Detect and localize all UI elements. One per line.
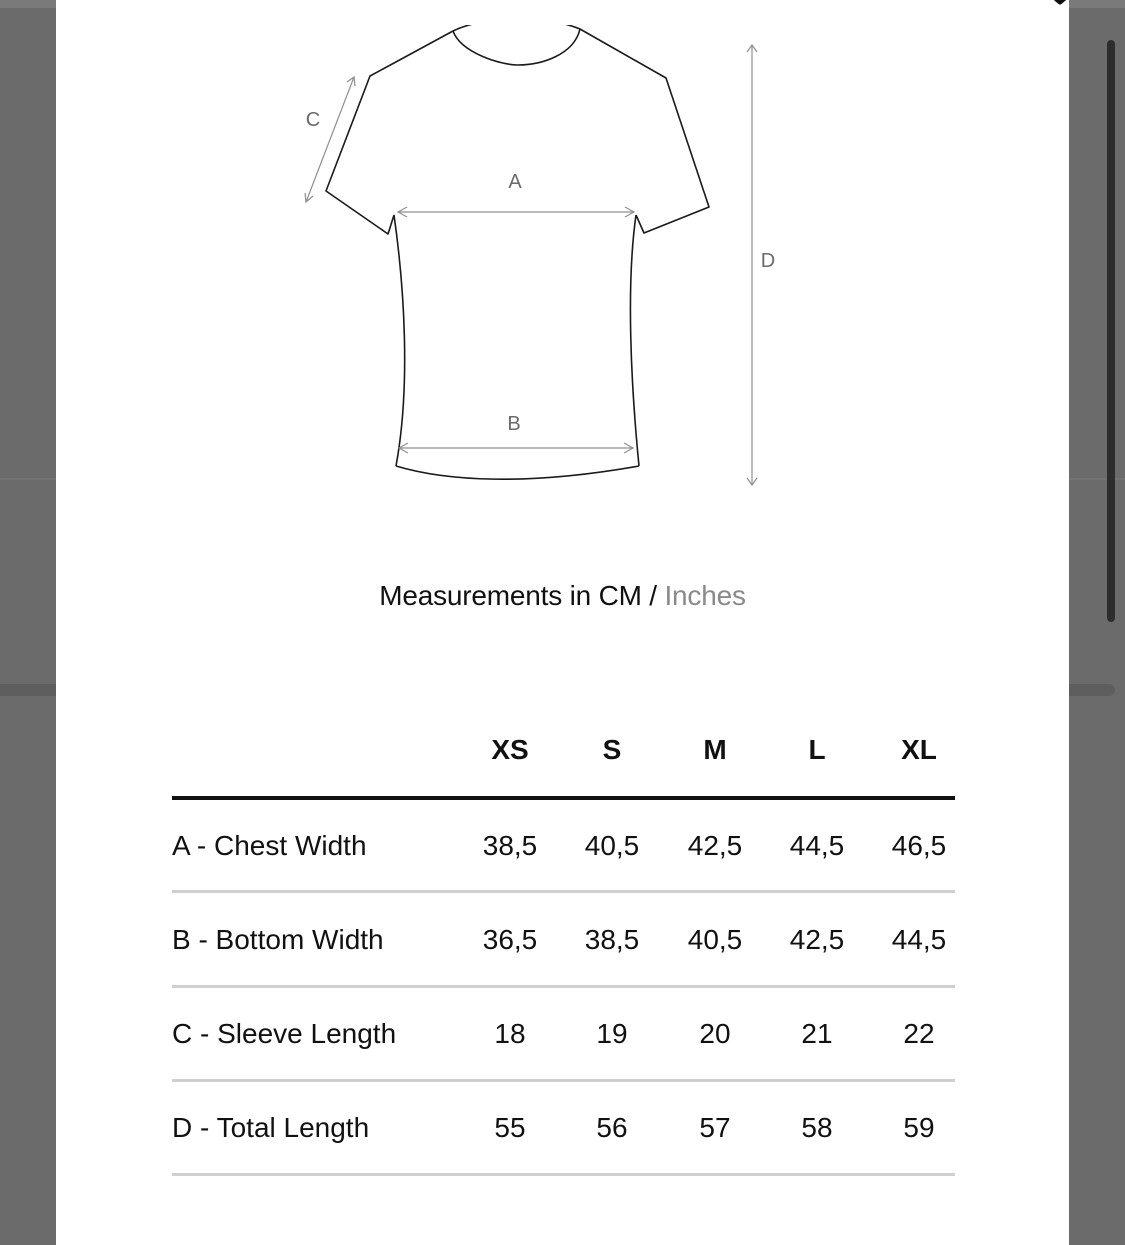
table-cell: 44,5 xyxy=(891,924,947,955)
label-a: A xyxy=(508,171,522,193)
table-header-divider xyxy=(172,796,955,800)
table-cell: 42,5 xyxy=(687,830,743,861)
table-cell: 57 xyxy=(699,1112,731,1143)
row-divider xyxy=(172,1173,955,1176)
measure-guides xyxy=(305,45,757,485)
label-c: C xyxy=(305,109,321,131)
table-cell: 38,5 xyxy=(482,830,538,861)
table-cell: 21 xyxy=(801,1018,833,1049)
table-cell: 56 xyxy=(596,1112,628,1143)
unit-cm-option[interactable]: Measurements in CM xyxy=(379,580,642,611)
table-cell: 58 xyxy=(801,1112,833,1143)
table-cell: 22 xyxy=(903,1018,935,1049)
close-icon xyxy=(1038,0,1082,18)
close-button[interactable] xyxy=(1038,0,1082,18)
table-cell: 36,5 xyxy=(482,924,538,955)
size-header-s: S xyxy=(602,734,622,765)
row-label-total-length: D - Total Length xyxy=(172,1112,370,1143)
table-cell: 19 xyxy=(596,1018,628,1049)
unit-toggle xyxy=(56,580,1069,612)
table-cell: 59 xyxy=(903,1112,935,1143)
table-cell: 44,5 xyxy=(789,830,845,861)
table-cell: 42,5 xyxy=(789,924,845,955)
row-divider xyxy=(172,985,955,988)
size-header-m: M xyxy=(703,734,727,765)
table-cell: 55 xyxy=(494,1112,526,1143)
backdrop-band xyxy=(0,684,56,696)
table-cell: 38,5 xyxy=(584,924,640,955)
row-label-sleeve-length: C - Sleeve Length xyxy=(172,1018,397,1049)
t-shirt-outline xyxy=(326,25,709,479)
backdrop-band xyxy=(1069,684,1115,696)
unit-inches-option[interactable]: Inches xyxy=(664,580,746,611)
unit-separator: / xyxy=(641,580,665,611)
t-shirt-diagram xyxy=(296,25,816,505)
label-b: B xyxy=(507,413,521,435)
row-divider xyxy=(172,890,955,893)
table-cell: 20 xyxy=(699,1018,731,1049)
page-scrollbar[interactable] xyxy=(1107,40,1115,622)
table-cell: 40,5 xyxy=(584,830,640,861)
size-header-l: L xyxy=(808,734,826,765)
size-header-xl: XL xyxy=(901,734,937,765)
size-guide-modal xyxy=(56,0,1069,1245)
size-header-xs: XS xyxy=(491,734,529,765)
table-cell: 18 xyxy=(494,1018,526,1049)
row-label-bottom-width: B - Bottom Width xyxy=(172,924,384,955)
row-divider xyxy=(172,1079,955,1082)
table-cell: 46,5 xyxy=(891,830,947,861)
table-cell: 40,5 xyxy=(687,924,743,955)
row-label-chest-width: A - Chest Width xyxy=(172,830,367,861)
label-d: D xyxy=(760,250,776,272)
